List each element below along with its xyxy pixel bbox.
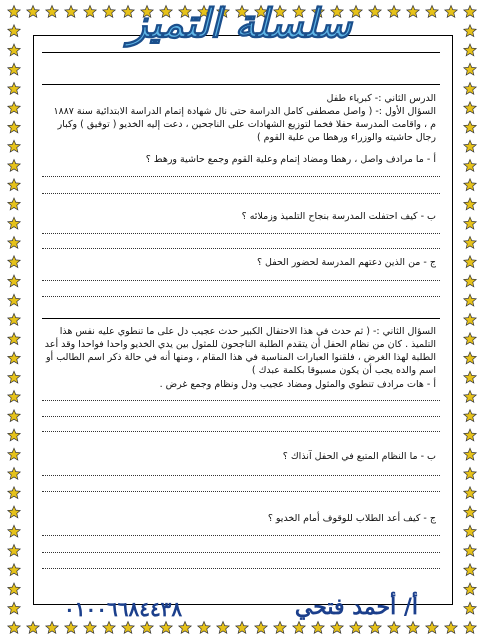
border-star-icon: [464, 391, 476, 403]
border-star-icon: [141, 622, 153, 634]
border-star-icon: [369, 622, 381, 634]
border-star-icon: [464, 525, 476, 537]
border-star-icon: [8, 487, 20, 499]
q1-question-a: أ - ما مرادف واصل ، رهطا ومضاد إتمام وعلية القوم وجمع حاشية ورهط ؟: [145, 154, 436, 165]
border-star-icon: [464, 506, 476, 518]
border-star-icon: [388, 622, 400, 634]
border-star-icon: [8, 63, 20, 75]
border-star-icon: [179, 622, 191, 634]
border-star-icon: [198, 622, 210, 634]
answer-line: [42, 491, 440, 492]
q1-prompt-line-2: م ، واقامت المدرسة حفلا فخما لتوزيع الشهادات على الناجحين ، دعت إليه الخديو ( توفيق ) وكبار: [57, 119, 436, 130]
border-star-icon: [350, 622, 362, 634]
border-star-icon: [8, 256, 20, 268]
border-star-icon: [8, 102, 20, 114]
border-star-icon: [8, 294, 20, 306]
border-star-icon: [8, 160, 20, 172]
answer-line: [42, 280, 440, 281]
answer-line: [42, 568, 440, 569]
border-star-icon: [8, 545, 20, 557]
border-star-icon: [8, 237, 20, 249]
q2-question-c: ج - كيف أعد الطلاب للوقوف أمام الخديو ؟: [267, 513, 436, 524]
border-star-icon: [464, 25, 476, 37]
border-star-icon: [8, 429, 20, 441]
border-star-icon: [8, 525, 20, 537]
border-star-icon: [46, 622, 58, 634]
border-star-icon: [8, 564, 20, 576]
answer-line: [42, 535, 440, 536]
border-star-icon: [464, 217, 476, 229]
border-star-icon: [8, 44, 20, 56]
border-star-icon: [160, 622, 172, 634]
border-star-icon: [407, 622, 419, 634]
border-star-icon: [293, 622, 305, 634]
author-name: أ/ أحمد فتحي: [294, 594, 418, 620]
name-rule: [42, 84, 440, 85]
border-star-icon: [8, 602, 20, 614]
border-star-icon: [8, 622, 20, 634]
border-star-icon: [464, 44, 476, 56]
header-rule: [42, 52, 440, 53]
answer-line: [42, 193, 440, 194]
border-star-icon: [464, 121, 476, 133]
q1-prompt-line-3: رجال حاشيته والوزراء ورهطا من علية القوم ): [256, 132, 436, 143]
answer-line: [42, 475, 440, 476]
answer-line: [42, 431, 440, 432]
border-star-icon: [426, 6, 438, 18]
border-star-icon: [103, 622, 115, 634]
series-title: سلسلة التميز: [128, 0, 352, 47]
border-star-icon: [217, 622, 229, 634]
border-star-icon: [8, 391, 20, 403]
border-star-icon: [8, 506, 20, 518]
border-star-icon: [8, 179, 20, 191]
border-star-icon: [8, 468, 20, 480]
phone-number: ٠١٠٠٦٦٨٤٤٣٨: [64, 597, 183, 621]
section-divider: [42, 318, 440, 319]
answer-line: [42, 416, 440, 417]
border-star-icon: [464, 410, 476, 422]
q2-question-b: ب - ما النظام المتبع في الحفل آنذاك ؟: [282, 451, 436, 462]
border-star-icon: [464, 83, 476, 95]
q2-question-a: أ - هات مرادف تنطوي والمثول ومضاد عجيب ودل ونظام وجمع غرض .: [159, 379, 436, 390]
border-star-icon: [8, 314, 20, 326]
border-star-icon: [27, 622, 39, 634]
border-star-icon: [46, 6, 58, 18]
border-star-icon: [464, 63, 476, 75]
border-star-icon: [464, 352, 476, 364]
border-star-icon: [8, 352, 20, 364]
border-star-icon: [122, 622, 134, 634]
border-star-icon: [464, 198, 476, 210]
border-star-icon: [464, 622, 476, 634]
border-star-icon: [464, 564, 476, 576]
border-star-icon: [8, 275, 20, 287]
answer-line: [42, 248, 440, 249]
border-star-icon: [65, 622, 77, 634]
border-star-icon: [464, 256, 476, 268]
border-star-icon: [8, 140, 20, 152]
border-star-icon: [8, 583, 20, 595]
border-star-icon: [464, 6, 476, 18]
border-star-icon: [312, 622, 324, 634]
answer-line: [42, 176, 440, 177]
border-star-icon: [464, 333, 476, 345]
border-star-icon: [464, 371, 476, 383]
border-star-icon: [8, 6, 20, 18]
border-star-icon: [464, 237, 476, 249]
q2-prompt-line-4: اسم والده يجب أن يكون مسبوقا بكلمة عبدك ): [251, 365, 436, 376]
border-star-icon: [464, 160, 476, 172]
q2-prompt-line-2: التلميذ . كان من نظام الحفل أن يتقدم الطلبة الناجحون للمثول بين يدي الخديو واحدا فواحدا وقد أعد: [44, 339, 436, 350]
border-star-icon: [236, 622, 248, 634]
border-star-icon: [331, 622, 343, 634]
q2-prompt-line-1: السؤال الثاني :- ( ثم حدث في هذا الاحتفال الكبير حدث عجيب دل على ما تنطوي عليه نفس هذا: [59, 326, 436, 337]
q1-prompt-line-1: السؤال الأول :- ( واصل مصطفى كامل الدراسة حتى نال شهادة إتمام الدراسة الابتدائية سنة ١٨٨٧: [53, 106, 436, 117]
border-star-icon: [464, 179, 476, 191]
border-star-icon: [8, 448, 20, 460]
border-star-icon: [464, 545, 476, 557]
border-star-icon: [464, 583, 476, 595]
border-star-icon: [464, 294, 476, 306]
border-star-icon: [464, 275, 476, 287]
border-star-icon: [8, 198, 20, 210]
answer-line: [42, 233, 440, 234]
border-star-icon: [464, 448, 476, 460]
answer-line: [42, 296, 440, 297]
border-star-icon: [8, 25, 20, 37]
border-star-icon: [255, 622, 267, 634]
border-star-icon: [274, 622, 286, 634]
border-star-icon: [464, 602, 476, 614]
border-star-icon: [8, 83, 20, 95]
border-star-icon: [8, 371, 20, 383]
border-star-icon: [445, 622, 457, 634]
answer-line: [42, 400, 440, 401]
lesson-title: الدرس الثاني :- كبرياء طفل: [326, 93, 436, 104]
border-star-icon: [464, 429, 476, 441]
border-star-icon: [426, 622, 438, 634]
border-star-icon: [84, 622, 96, 634]
border-star-icon: [464, 102, 476, 114]
border-star-icon: [8, 217, 20, 229]
border-star-icon: [445, 6, 457, 18]
q2-prompt-line-3: الطلبة لهذا الغرض ، فلقنوا العبارات المناسبة في هذا المقام ، ومنها أنه في حالة ذكر اسم الطالب أو: [45, 352, 436, 363]
q1-question-c: ج - من الذين دعتهم المدرسة لحضور الحفل ؟: [256, 257, 436, 268]
answer-line: [42, 552, 440, 553]
border-star-icon: [8, 410, 20, 422]
border-star-icon: [8, 121, 20, 133]
border-star-icon: [464, 487, 476, 499]
border-star-icon: [8, 333, 20, 345]
border-star-icon: [464, 140, 476, 152]
border-star-icon: [464, 468, 476, 480]
q1-question-b: ب - كيف احتفلت المدرسة بنجاح التلميذ وزملائه ؟: [241, 211, 436, 222]
border-star-icon: [27, 6, 39, 18]
border-star-icon: [464, 314, 476, 326]
